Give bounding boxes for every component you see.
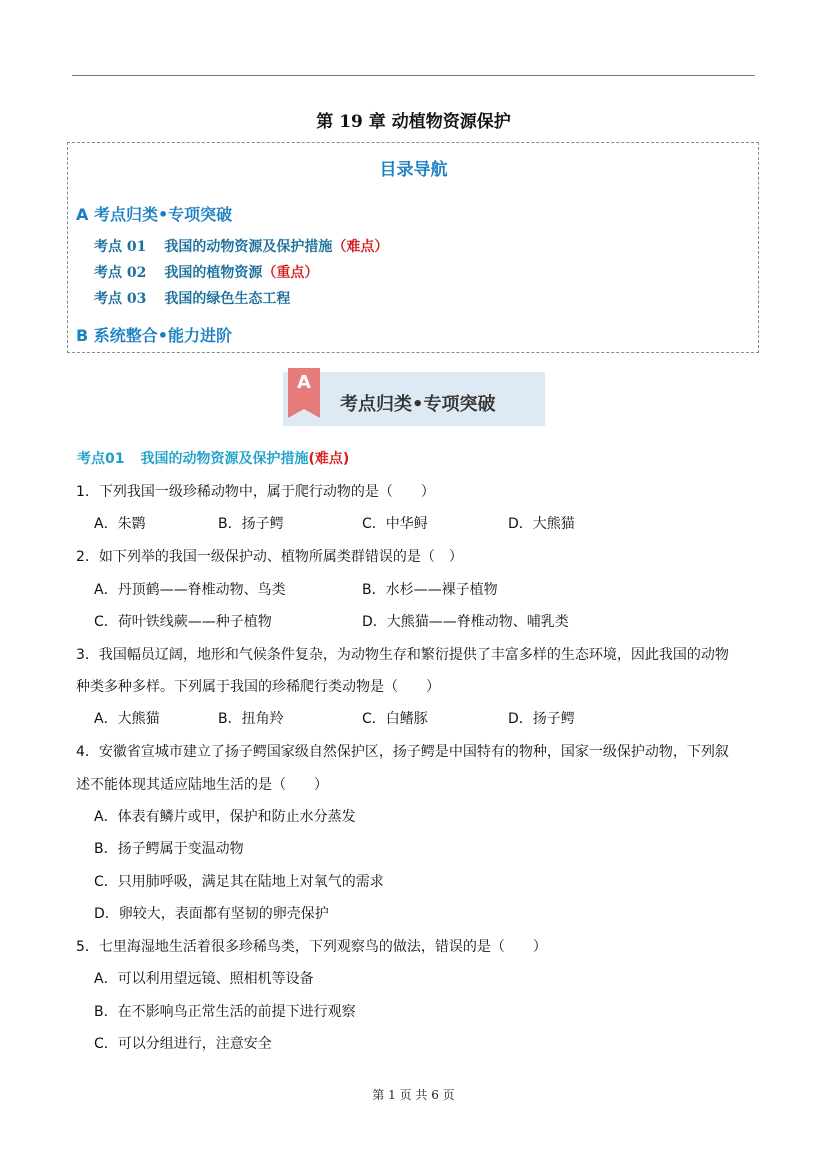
question-2-option-b: B．水杉——裸子植物 <box>362 582 498 598</box>
question-1-option-c: C．中华鲟 <box>362 516 428 532</box>
toc-item-text: 我国的动物资源及保护措施 <box>164 239 333 255</box>
page-footer: 第 1 页 共 6 页 <box>372 1088 455 1102</box>
question-1-option-a: A．朱鹮 <box>94 516 146 532</box>
kaodian-text: 我国的动物资源及保护措施 <box>140 451 309 467</box>
toc-item-num: 考点 01 <box>94 239 147 255</box>
toc-item-tag: （难点） <box>332 239 389 255</box>
toc-item-02[interactable] <box>94 262 318 282</box>
question-5-option-c: C．可以分组进行，注意安全 <box>94 1036 272 1052</box>
question-2-option-c: C．荷叶铁线蕨——种子植物 <box>94 614 272 630</box>
page-title: 第 19 章 动植物资源保护 <box>316 112 511 132</box>
question-5-stem: 5．七里海湿地生活着很多珍稀鸟类，下列观察鸟的做法，错误的是（ ） <box>76 939 547 955</box>
question-2-option-d: D．大熊猫——脊椎动物、哺乳类 <box>362 614 569 630</box>
kaodian-tag: (难点) <box>308 451 350 467</box>
toc-section-b[interactable]: B 系统整合•能力进阶 <box>76 326 232 345</box>
banner-text: 考点归类•专项突破 <box>340 394 496 415</box>
question-4-option-b: B．扬子鳄属于变温动物 <box>94 841 244 857</box>
toc-heading: 目录导航 <box>379 160 448 180</box>
kaodian-title <box>77 448 349 468</box>
question-5-option-a: A．可以利用望远镜、照相机等设备 <box>94 971 314 987</box>
toc-item-num: 考点 03 <box>94 291 147 307</box>
question-1-stem: 1．下列我国一级珍稀动物中，属于爬行动物的是（ ） <box>76 484 435 500</box>
question-1-option-d: D．大熊猫 <box>508 516 575 532</box>
question-4-option-d: D．卵较大，表面都有坚韧的卵壳保护 <box>94 906 329 922</box>
question-3-option-a: A．大熊猫 <box>94 711 160 727</box>
question-4-stem-line1: 4．安徽省宣城市建立了扬子鳄国家级自然保护区，扬子鳄是中国特有的物种，国家一级保护动物，下列叙 <box>76 744 729 760</box>
toc-item-tag: （重点） <box>262 265 319 281</box>
question-2-option-a: A．丹顶鹤——脊椎动物、鸟类 <box>94 582 286 598</box>
question-3-stem-line2: 种类多种多样。下列属于我国的珍稀爬行类动物是（ ） <box>76 679 440 695</box>
question-2-stem: 2．如下列举的我国一级保护动、植物所属类群错误的是（ ） <box>76 549 463 565</box>
question-3-stem-line1: 3．我国幅员辽阔，地形和气候条件复杂，为动物生存和繁衍提供了丰富多样的生态环境，因此我国的动物 <box>76 647 729 663</box>
toc-item-03[interactable] <box>94 288 290 308</box>
question-4-option-a: A．体表有鳞片或甲，保护和防止水分蒸发 <box>94 809 356 825</box>
question-4-stem-line2: 述不能体现其适应陆地生活的是（ ） <box>76 777 328 793</box>
question-3-option-d: D．扬子鳄 <box>508 711 575 727</box>
question-4-option-c: C．只用肺呼吸，满足其在陆地上对氧气的需求 <box>94 874 384 890</box>
toc-item-text: 我国的植物资源 <box>164 265 263 281</box>
banner-badge-letter: A <box>297 372 311 393</box>
toc-item-text: 我国的绿色生态工程 <box>164 291 291 307</box>
header-rule <box>72 75 755 76</box>
question-1-option-b: B．扬子鳄 <box>218 516 284 532</box>
kaodian-num: 考点01 <box>77 451 125 467</box>
question-3-option-b: B．扭角羚 <box>218 711 284 727</box>
toc-item-num: 考点 02 <box>94 265 147 281</box>
question-3-option-c: C．白鳍豚 <box>362 711 428 727</box>
toc-section-a[interactable]: A 考点归类•专项突破 <box>76 205 233 224</box>
question-5-option-b: B．在不影响鸟正常生活的前提下进行观察 <box>94 1004 356 1020</box>
toc-item-01[interactable] <box>94 236 388 256</box>
